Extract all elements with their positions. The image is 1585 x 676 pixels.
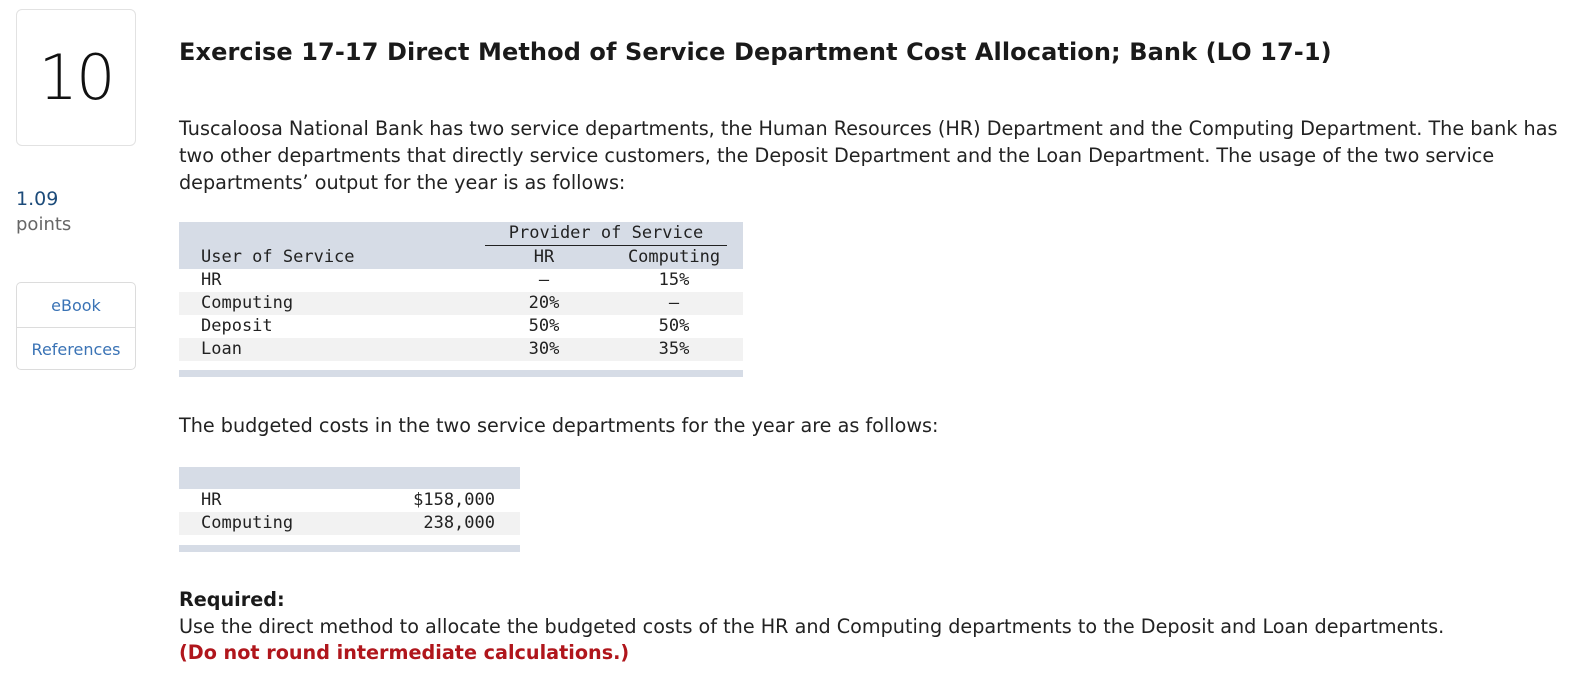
cost-value: $158,000 xyxy=(413,490,495,510)
cost-table-header xyxy=(179,467,520,489)
required-note: (Do not round intermediate calculations.) xyxy=(179,641,630,664)
intro-paragraph: Tuscaloosa National Bank has two service departments, the Human Resources (HR) Department and the Computing Department. The bank has two other departments that directly service customers, the Deposit Department and the Loan Department. The usage of the two service departments’ output for the year is as follows: xyxy=(179,117,1558,194)
user-of-service-header: User of Service xyxy=(201,247,355,267)
resource-links xyxy=(16,282,136,370)
provider-of-service-header: Provider of Service xyxy=(508,223,704,243)
points-label: points xyxy=(16,214,72,235)
required-heading: Required: xyxy=(179,588,285,611)
computing-value: 50% xyxy=(658,316,690,336)
computing-value: 35% xyxy=(658,339,690,359)
computing-value: 15% xyxy=(658,270,690,290)
ebook-link[interactable]: eBook xyxy=(51,295,101,315)
hr-column-header: HR xyxy=(533,247,555,267)
question-number: 10 xyxy=(16,9,136,146)
cost-table xyxy=(179,467,520,552)
hr-value: — xyxy=(538,270,550,290)
cost-table-footer xyxy=(179,545,520,552)
usage-table-footer xyxy=(179,370,743,377)
usage-table xyxy=(179,222,743,377)
hr-value: 30% xyxy=(528,339,560,359)
hr-value: 20% xyxy=(528,293,560,313)
points-value: 1.09 xyxy=(16,188,59,210)
row-label: Computing xyxy=(201,293,294,313)
references-link[interactable]: References xyxy=(17,327,135,370)
row-label: Loan xyxy=(201,339,242,359)
table-row xyxy=(179,338,743,361)
cost-value: 238,000 xyxy=(423,513,495,533)
hr-value: 50% xyxy=(528,316,560,336)
table-row xyxy=(179,489,520,512)
computing-column-header: Computing xyxy=(627,247,721,267)
costs-intro-paragraph: The budgeted costs in the two service departments for the year are as follows: xyxy=(179,414,939,437)
table-row xyxy=(179,315,743,338)
row-label: Deposit xyxy=(201,316,273,336)
row-label: HR xyxy=(201,490,222,510)
table-row xyxy=(179,269,743,292)
provider-underline xyxy=(485,245,727,246)
exercise-title: Exercise 17-17 Direct Method of Service Department Cost Allocation; Bank (LO 17-1) xyxy=(179,38,1332,66)
row-label: HR xyxy=(201,270,222,290)
row-label: Computing xyxy=(201,513,294,533)
usage-table-header xyxy=(179,222,743,269)
table-row xyxy=(179,292,743,315)
computing-value: — xyxy=(668,293,680,313)
table-row xyxy=(179,512,520,535)
required-text: Use the direct method to allocate the budgeted costs of the HR and Computing departments to the Deposit and Loan departments. xyxy=(179,615,1445,638)
